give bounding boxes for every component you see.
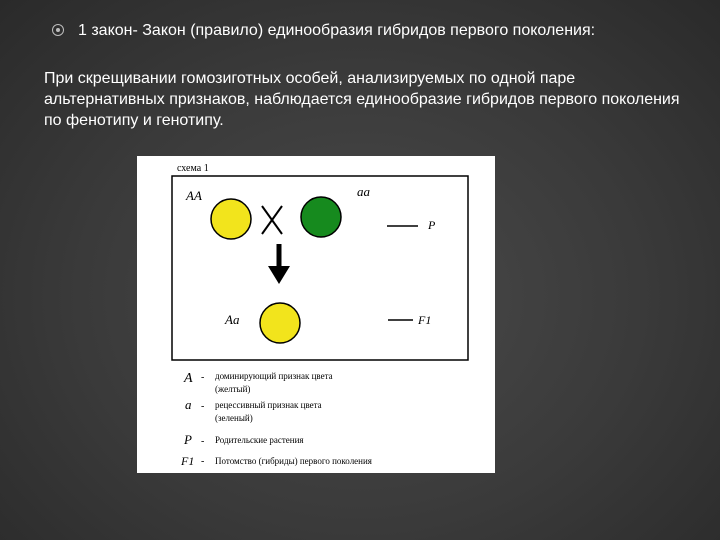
- legend-symbol: P: [184, 432, 192, 447]
- legend-text: Родительские растения: [215, 435, 304, 445]
- legend-text-2: (желтый): [215, 384, 251, 394]
- legend-symbol: A: [184, 371, 193, 386]
- offspring-label: Aa: [225, 312, 240, 327]
- legend-symbol: F1: [181, 454, 195, 468]
- down-arrow-icon: [268, 244, 290, 284]
- scheme-svg: [137, 156, 495, 473]
- legend-item-dominant: [183, 371, 333, 394]
- cross-symbol-icon: [262, 206, 282, 234]
- definition-paragraph: При скрещивании гомозиготных особей, анализируемых по одной паре альтернативных признаков, наблюдается единообразие гибридов первого поколения по фенотипу и генотипу.: [44, 70, 680, 129]
- offspring-row-label: F1: [418, 313, 432, 327]
- heading-text: 1 закон- Закон (правило) единообразия гибридов первого поколения:: [78, 22, 596, 39]
- scheme-label: схема 1: [177, 163, 209, 174]
- legend-dash: -: [201, 372, 205, 383]
- legend-dash: -: [201, 401, 205, 412]
- parents-row-label: P: [428, 218, 436, 232]
- legend-text: доминирующий признак цвета: [215, 371, 333, 381]
- legend-item-offspring: [180, 454, 372, 468]
- legend-text-2: (зеленый): [215, 413, 253, 423]
- legend-dash: -: [201, 456, 205, 467]
- legend-text: рецессивный признак цвета: [215, 400, 322, 410]
- legend: [180, 371, 372, 468]
- legend-text: Потомство (гибриды) первого поколения: [215, 456, 372, 466]
- circle-bullet-icon: [52, 24, 64, 36]
- legend-item-recessive: [185, 397, 322, 423]
- green-parent-pea: [301, 197, 341, 237]
- inheritance-scheme-figure: [137, 156, 495, 473]
- legend-symbol: a: [185, 397, 192, 412]
- legend-dash: -: [201, 436, 205, 447]
- yellow-offspring-pea: [260, 303, 300, 343]
- parent-right-label: aa: [357, 184, 370, 199]
- yellow-parent-pea: [211, 199, 251, 239]
- parent-left-label: AA: [186, 188, 202, 203]
- legend-item-parents: [183, 432, 304, 447]
- heading-bullet: [52, 20, 672, 41]
